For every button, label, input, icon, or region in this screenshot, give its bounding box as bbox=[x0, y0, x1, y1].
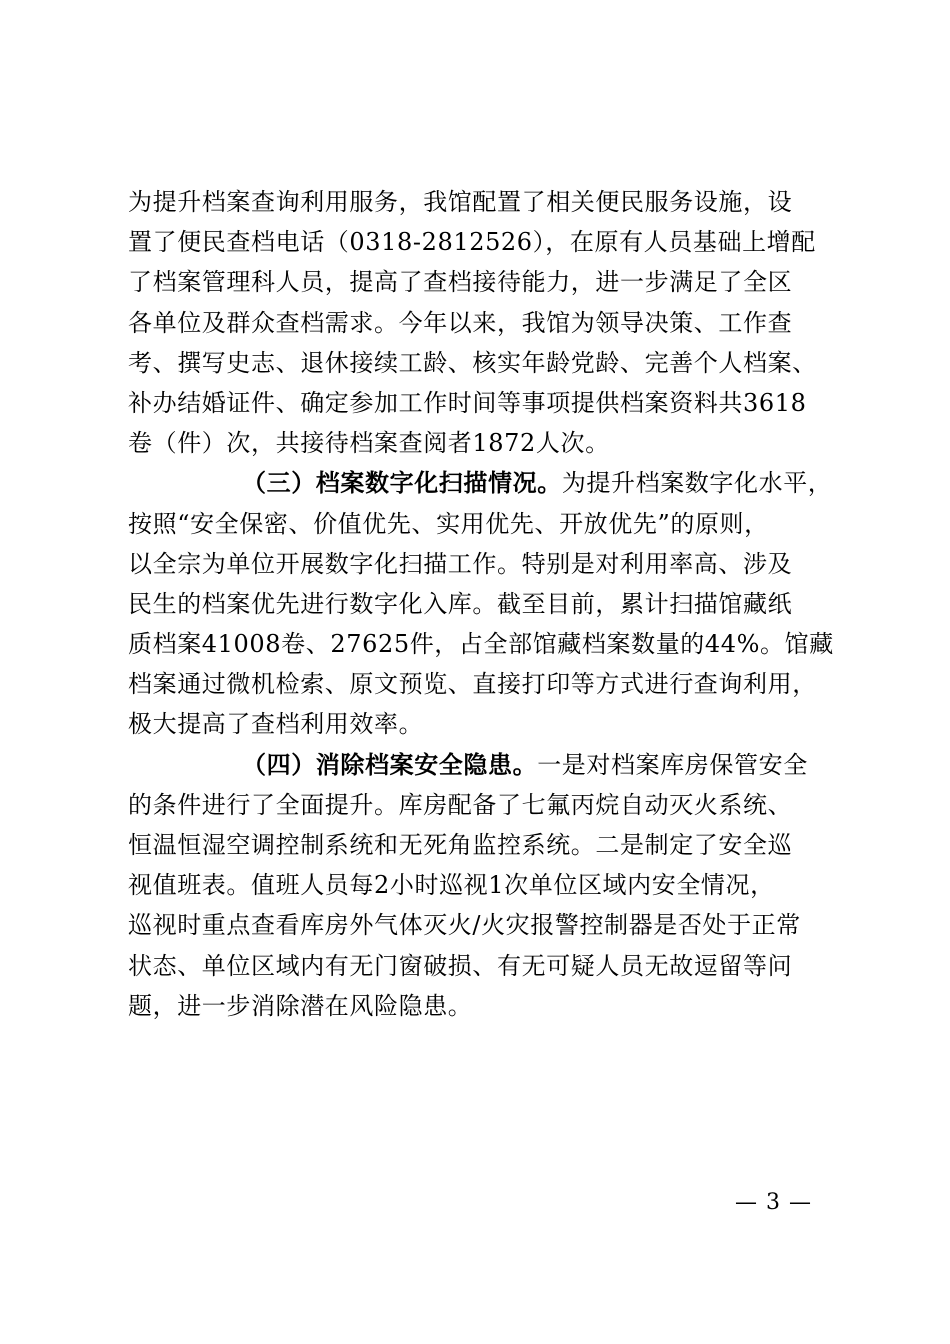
page-number: — 3 — bbox=[735, 1190, 812, 1215]
paragraph-digitization bbox=[128, 463, 848, 744]
text-line: 视值班表。值班人员每2小时巡视1次单位区域内安全情况， bbox=[128, 871, 775, 900]
text-line: 状态、单位区域内有无门窗破损、有无可疑人员无故逗留等问 bbox=[128, 951, 793, 980]
text-line: 题，进一步消除潜在风险隐患。 bbox=[128, 991, 473, 1020]
text-line: 考、撰写史志、退休接续工龄、核实年龄党龄、完善个人档案、 bbox=[128, 348, 817, 377]
text-line: 档案通过微机检索、原文预览、直接打印等方式进行查询利用， bbox=[128, 670, 817, 699]
text-line: 极大提高了查档利用效率。 bbox=[128, 710, 424, 739]
text-line: 了档案管理科人员，提高了查档接待能力，进一步满足了全区 bbox=[128, 268, 793, 297]
text-line: 按照“安全保密、价值优先、实用优先、开放优先”的原则， bbox=[128, 509, 769, 538]
section-heading-safety: （四）消除档案安全隐患。 bbox=[242, 749, 538, 779]
text-run: 一是对档案库房保管安全 bbox=[537, 750, 808, 779]
text-line: 为提升档案查询利用服务，我馆配置了相关便民服务设施，设 bbox=[128, 188, 793, 216]
text-line: 质档案41008卷、27625件，占全部馆藏档案数量的44%。馆藏 bbox=[128, 630, 834, 659]
text-line bbox=[128, 745, 848, 785]
text-line: 以全宗为单位开展数字化扫描工作。特别是对利用率高、涉及 bbox=[128, 549, 793, 578]
body-text bbox=[128, 182, 848, 1026]
text-line bbox=[128, 463, 848, 503]
section-heading-digitization: （三）档案数字化扫描情况。 bbox=[242, 468, 562, 498]
text-line: 民生的档案优先进行数字化入库。截至目前，累计扫描馆藏纸 bbox=[128, 589, 793, 618]
text-line: 巡视时重点查看库房外气体灭火/火灾报警控制器是否处于正常 bbox=[128, 911, 801, 940]
text-line: 各单位及群众查档需求。今年以来，我馆为领导决策、工作查 bbox=[128, 308, 793, 337]
text-line: 的条件进行了全面提升。库房配备了七氟丙烷自动灭火系统、 bbox=[128, 790, 793, 819]
text-line: 置了便民查档电话（0318-2812526），在原有人员基础上增配 bbox=[128, 228, 816, 257]
text-run: 为提升档案数字化水平， bbox=[561, 469, 833, 498]
text-line: 卷（件）次，共接待档案查阅者1872人次。 bbox=[128, 429, 610, 458]
text-line: 补办结婚证件、确定参加工作时间等事项提供档案资料共3618 bbox=[128, 388, 807, 417]
text-line: 恒温恒湿空调控制系统和无死角监控系统。二是制定了安全巡 bbox=[128, 831, 793, 859]
paragraph-service bbox=[128, 182, 848, 463]
paragraph-safety bbox=[128, 745, 848, 1026]
